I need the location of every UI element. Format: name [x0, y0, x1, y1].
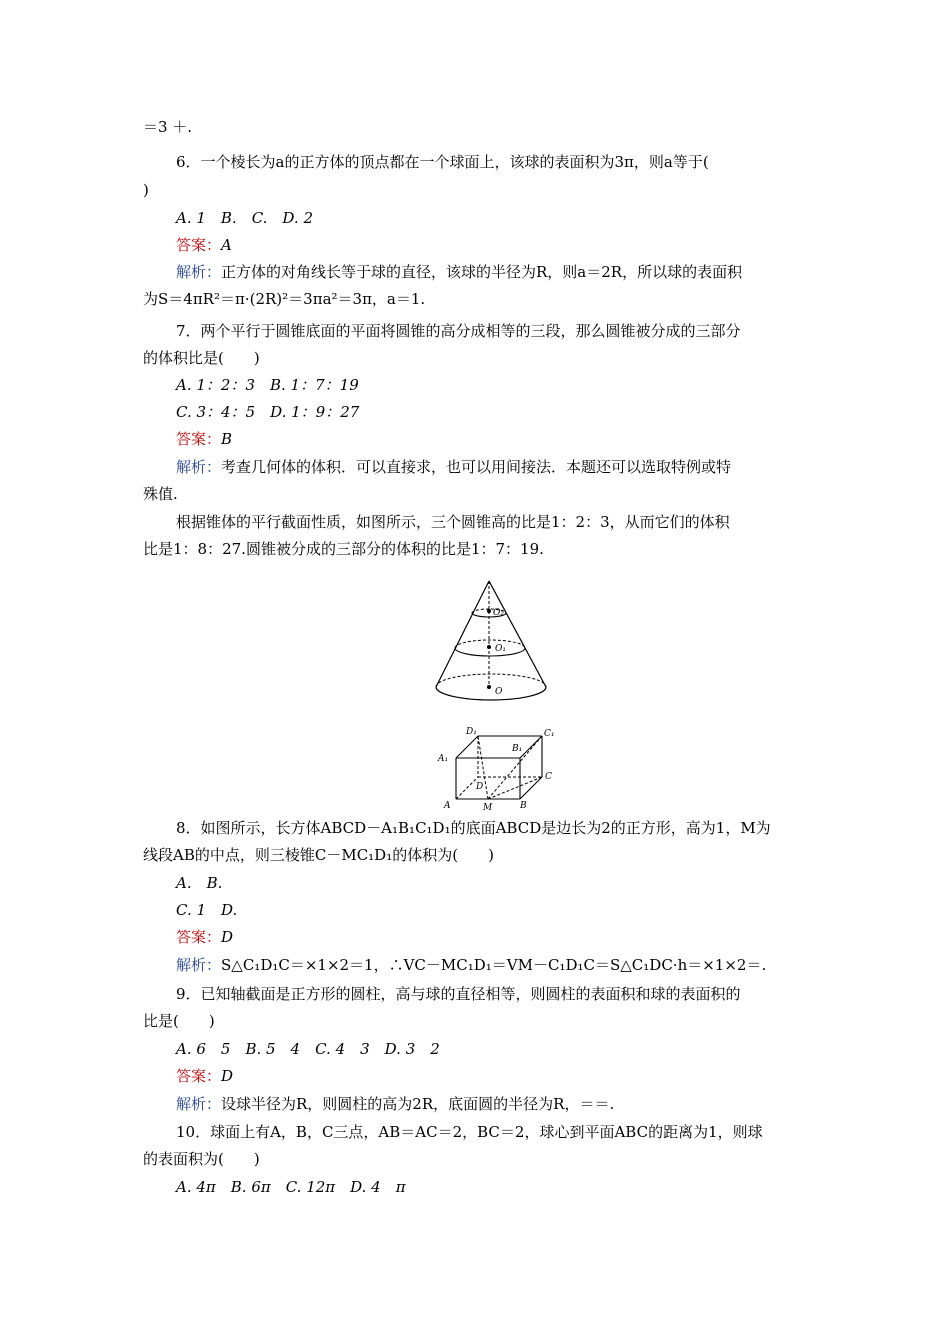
options-8b: C. 1 D.: [176, 901, 238, 919]
answer-value: D: [221, 928, 234, 946]
explanation-text: 考查几何体的体积．可以直接求，也可以用间接法．本题还可以选取特例或特: [221, 458, 732, 476]
text-line: 比是( ): [143, 1012, 215, 1030]
explanation-7: [176, 457, 731, 477]
label-c1: C₁: [544, 729, 555, 739]
answer-value: A: [221, 236, 232, 254]
cone-figure: [425, 575, 560, 714]
explanation-text: S△C₁D₁C＝×1×2＝1，∴VC－MC₁D₁＝VM－C₁D₁C＝S△C₁DC·h＝×1×2＝.: [221, 956, 767, 974]
label-o: O: [495, 687, 503, 697]
text-line: 的体积比是( ): [143, 349, 260, 367]
label-o2: O₂: [493, 608, 504, 618]
options-7b: C. 3：4：5 D. 1：9：27: [176, 403, 360, 421]
explanation-label: 解析：: [176, 458, 222, 476]
question-10: 10．球面上有A，B，C三点，AB＝AC＝2，BC＝2，球心到平面ABC的距离为1，则球: [176, 1123, 763, 1141]
explanation-label: 解析：: [176, 263, 222, 281]
label-d1: D₁: [466, 727, 477, 737]
answer-6: [176, 235, 232, 255]
answer-label: 答案：: [176, 928, 222, 946]
text-line: 线段AB的中点，则三棱锥C－MC₁D₁的体积为( ): [143, 846, 494, 864]
options-6: A. 1 B. C. D. 2: [176, 209, 313, 227]
explanation-text: 设球半径为R，则圆柱的高为2R，底面圆的半径为R，＝＝.: [221, 1095, 615, 1113]
text-line: 为S＝4πR²＝π·(2R)²＝3πa²＝3π，a＝1.: [143, 290, 426, 308]
explanation-6: [176, 262, 742, 282]
label-o1: O₁: [495, 644, 506, 654]
text-line: ＝3 ＋.: [143, 118, 193, 136]
answer-8: [176, 927, 233, 947]
text-line: 殊值.: [143, 485, 178, 503]
answer-7: [176, 429, 232, 449]
explanation-label: 解析：: [176, 956, 222, 974]
answer-label: 答案：: [176, 1067, 222, 1085]
label-a: A: [444, 801, 451, 811]
explanation-8: [176, 955, 766, 975]
options-10: A. 4π B. 6π C. 12π D. 4 π: [176, 1178, 406, 1196]
answer-value: B: [221, 430, 233, 448]
answer-label: 答案：: [176, 236, 222, 254]
question-7: 7．两个平行于圆锥底面的平面将圆锥的高分成相等的三段，那么圆锥被分成的三部分: [176, 322, 741, 340]
explanation-9: [176, 1094, 614, 1114]
question-6: 6．一个棱长为a的正方体的顶点都在一个球面上，该球的表面积为3π，则a等于(: [176, 153, 709, 171]
text-line: ): [143, 181, 149, 199]
label-b: B: [520, 801, 527, 811]
explanation-text: 正方体的对角线长等于球的直径，该球的半径为R，则a＝2R，所以球的表面积: [221, 263, 743, 281]
answer-9: [176, 1066, 233, 1086]
text-line: 根据锥体的平行截面性质，如图所示，三个圆锥高的比是1：2：3，从而它们的体积: [176, 513, 730, 531]
question-9: 9．已知轴截面是正方形的圆柱，高与球的直径相等，则圆柱的表面积和球的表面积的: [176, 985, 741, 1003]
options-9: A. 6 5 B. 5 4 C. 4 3 D. 3 2: [176, 1040, 440, 1058]
options-8a: A. B.: [176, 874, 223, 892]
question-8: 8．如图所示，长方体ABCD－A₁B₁C₁D₁的底面ABCD是边长为2的正方形，高为1，M为: [176, 819, 771, 837]
text-line: 的表面积为( ): [143, 1150, 260, 1168]
label-d: D: [476, 782, 484, 792]
text-line: 比是1：8：27.圆锥被分成的三部分的体积的比是1：7：19.: [143, 540, 544, 558]
label-b1: B₁: [512, 744, 523, 754]
label-m: M: [483, 803, 493, 812]
cuboid-figure: [434, 722, 559, 816]
answer-value: D: [221, 1067, 234, 1085]
answer-label: 答案：: [176, 430, 222, 448]
label-c: C: [545, 772, 552, 782]
options-7a: A. 1：2：3 B. 1：7：19: [176, 376, 359, 394]
label-a1: A₁: [438, 754, 449, 764]
explanation-label: 解析：: [176, 1095, 222, 1113]
